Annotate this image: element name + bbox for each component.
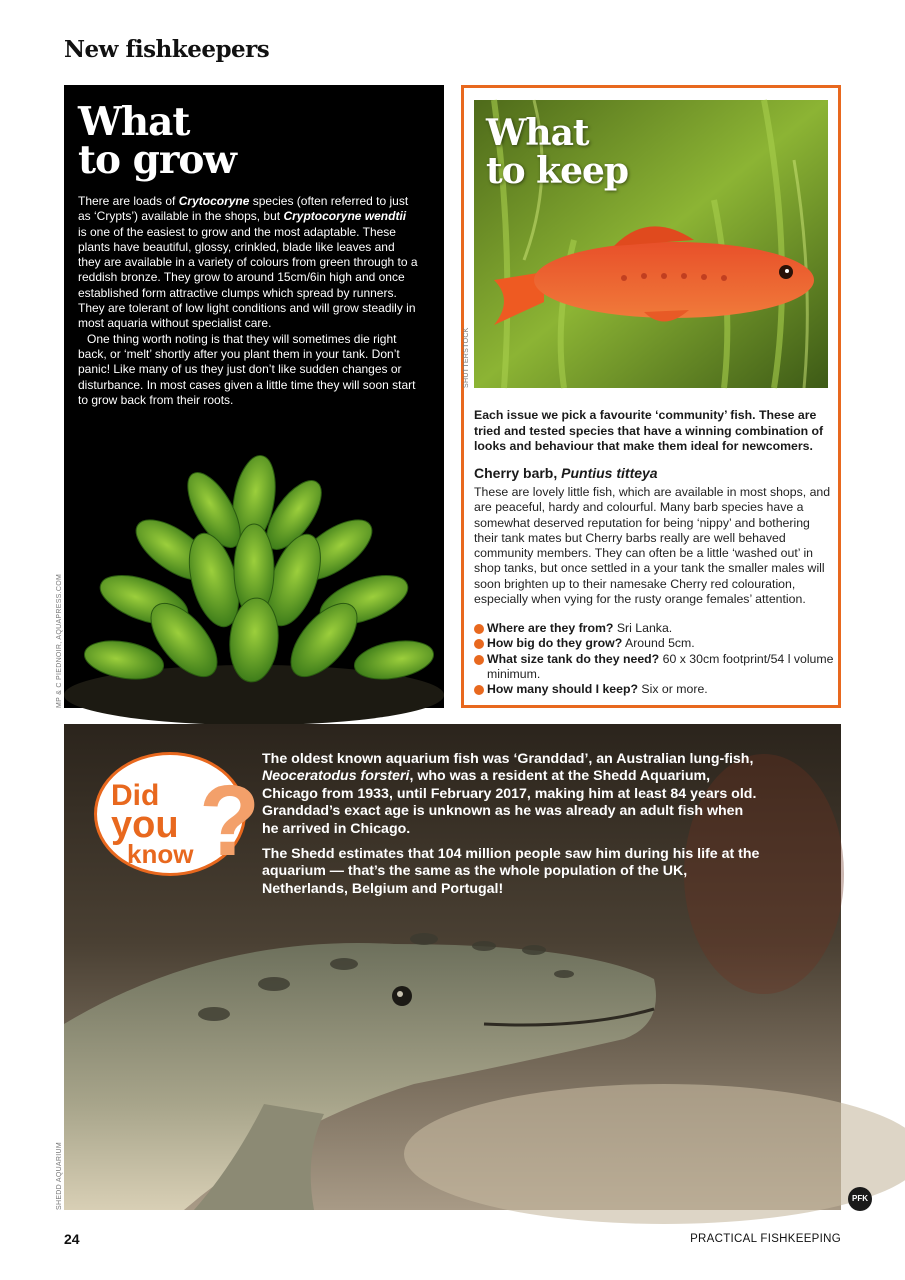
cherry-barb-photo	[474, 100, 828, 388]
dyk-paragraph-2: The Shedd estimates that 104 million people saw him during his life at the aquarium — that’s the same as the whole population of the UK, Netherlands, Belgium and Portugal!	[262, 846, 760, 897]
fact-question: Where are they from?	[487, 621, 614, 635]
fact-answer: Six or more.	[638, 682, 708, 697]
keep-fact-item	[474, 636, 834, 651]
badge-you: you	[111, 804, 179, 846]
dyk-latin: Neoceratodus forsteri	[262, 768, 410, 785]
dyk-text: ’, an Australian lung-fish,	[584, 751, 754, 767]
did-you-know-panel	[64, 724, 841, 1210]
grow-title-line2: to grow	[78, 137, 237, 183]
did-you-know-text	[262, 751, 762, 898]
fact-question: How many should I keep?	[487, 682, 639, 697]
keep-heading-common: Cherry barb,	[474, 465, 562, 481]
grow-paragraph-1	[78, 194, 418, 332]
bullet-icon	[474, 685, 484, 695]
keep-heading-latin: Puntius titteya	[561, 465, 658, 481]
question-mark-glyph: ?	[199, 765, 261, 877]
grow-text: is one of the easiest to grow and the most adaptable. These plants have beautiful, glossy, crinkled, blade like leaves and they are available in a variety of colours from green through to a reddish bronze. They grow to around 15cm/6in high and once established form attractive clumps which spread by runners. They are tolerant of low light conditions and will grow steadily in most aquaria without specialist care.	[78, 224, 418, 331]
did-you-know-icon	[97, 755, 261, 879]
dyk-text: , who was a resident at the Shedd Aquarium, Chicago from 1933, until February 2017, making him at least 84 years old. Granddad’s exact age is unknown as he was already an adult fish when he arrived in Chicago.	[262, 768, 757, 837]
section-title: New fishkeepers	[64, 36, 270, 63]
dyk-name: Granddad	[517, 751, 585, 767]
keep-fact-item	[474, 621, 834, 636]
grow-text: species (often referred to just as ‘Crypts’) available in the shops, but	[78, 194, 409, 224]
keep-heading	[474, 465, 658, 481]
bullet-icon	[474, 624, 484, 634]
bullet-icon	[474, 639, 484, 649]
badge-did: Did	[111, 779, 160, 812]
grow-latin-1: Crytocoryne	[178, 194, 250, 208]
grow-title	[78, 99, 237, 183]
dyk-photo-credit: SHEDD AQUARIUM	[56, 1142, 63, 1210]
grow-body	[78, 194, 418, 408]
fact-question: What size tank do they need?	[487, 651, 660, 666]
pfk-logo: PFK	[848, 1187, 872, 1211]
keep-fact-item	[474, 652, 834, 683]
fact-answer: Sri Lanka.	[613, 621, 673, 635]
grow-text: There are loads of	[78, 194, 179, 208]
dyk-text: The oldest known aquarium fish was ‘	[262, 751, 518, 767]
grow-latin-2: Cryptocoryne wendtii	[283, 209, 407, 224]
keep-title	[486, 114, 628, 190]
keep-title-line2: to keep	[486, 150, 629, 192]
grow-title-line1: What	[78, 99, 190, 145]
fact-answer: 60 x 30cm footprint/54 l volume minimum.	[487, 651, 834, 681]
grow-paragraph-2: One thing worth noting is that they will sometimes die right back, or ‘melt’ shortly after you plant them in your tank. Don’t panic! Like many of us they just don’t like sudden changes or disturbance. In most cases given a little time they will soon start to grow back from their roots.	[78, 331, 416, 407]
keep-facts-list	[474, 621, 834, 697]
fact-question: How big do they grow?	[487, 636, 623, 651]
keep-photo-credit: SHUTTERSTOCK	[463, 327, 470, 388]
grow-photo-credit: MP & C PIEDNOIR, AQUAPRESS.COM	[56, 573, 63, 708]
crypt-plant-image	[64, 430, 444, 708]
what-to-grow-panel	[64, 85, 444, 708]
keep-body: These are lovely little fish, which are available in most shops, and are peaceful, hardy and colourful. Many barb species have a somewhat deserved reputation for being ‘nippy’ and bothering their tank mates but Cherry barbs really are well behaved community members. They can often be a little ‘washed out’ in shop tanks, but once settled in a your tank the smaller males will soon brighten up to their namesake Cherry red colouration, especially when vying for the rusty orange females’ attention.	[474, 485, 831, 607]
did-you-know-badge	[94, 752, 261, 877]
what-to-keep-panel	[461, 85, 841, 708]
keep-fact-item	[474, 682, 834, 697]
keep-intro: Each issue we pick a favourite ‘community’ fish. These are tried and tested species that have a winning combination of looks and behaviour that make them ideal for newcomers.	[474, 408, 824, 453]
magazine-name: PRACTICAL FISHKEEPING	[690, 1233, 841, 1245]
fact-answer: Around 5cm.	[622, 636, 695, 651]
keep-title-line1: What	[486, 112, 589, 154]
bullet-icon	[474, 655, 484, 665]
page-number: 24	[64, 1231, 80, 1247]
dyk-paragraph-1	[262, 751, 762, 838]
badge-know: know	[127, 839, 194, 869]
